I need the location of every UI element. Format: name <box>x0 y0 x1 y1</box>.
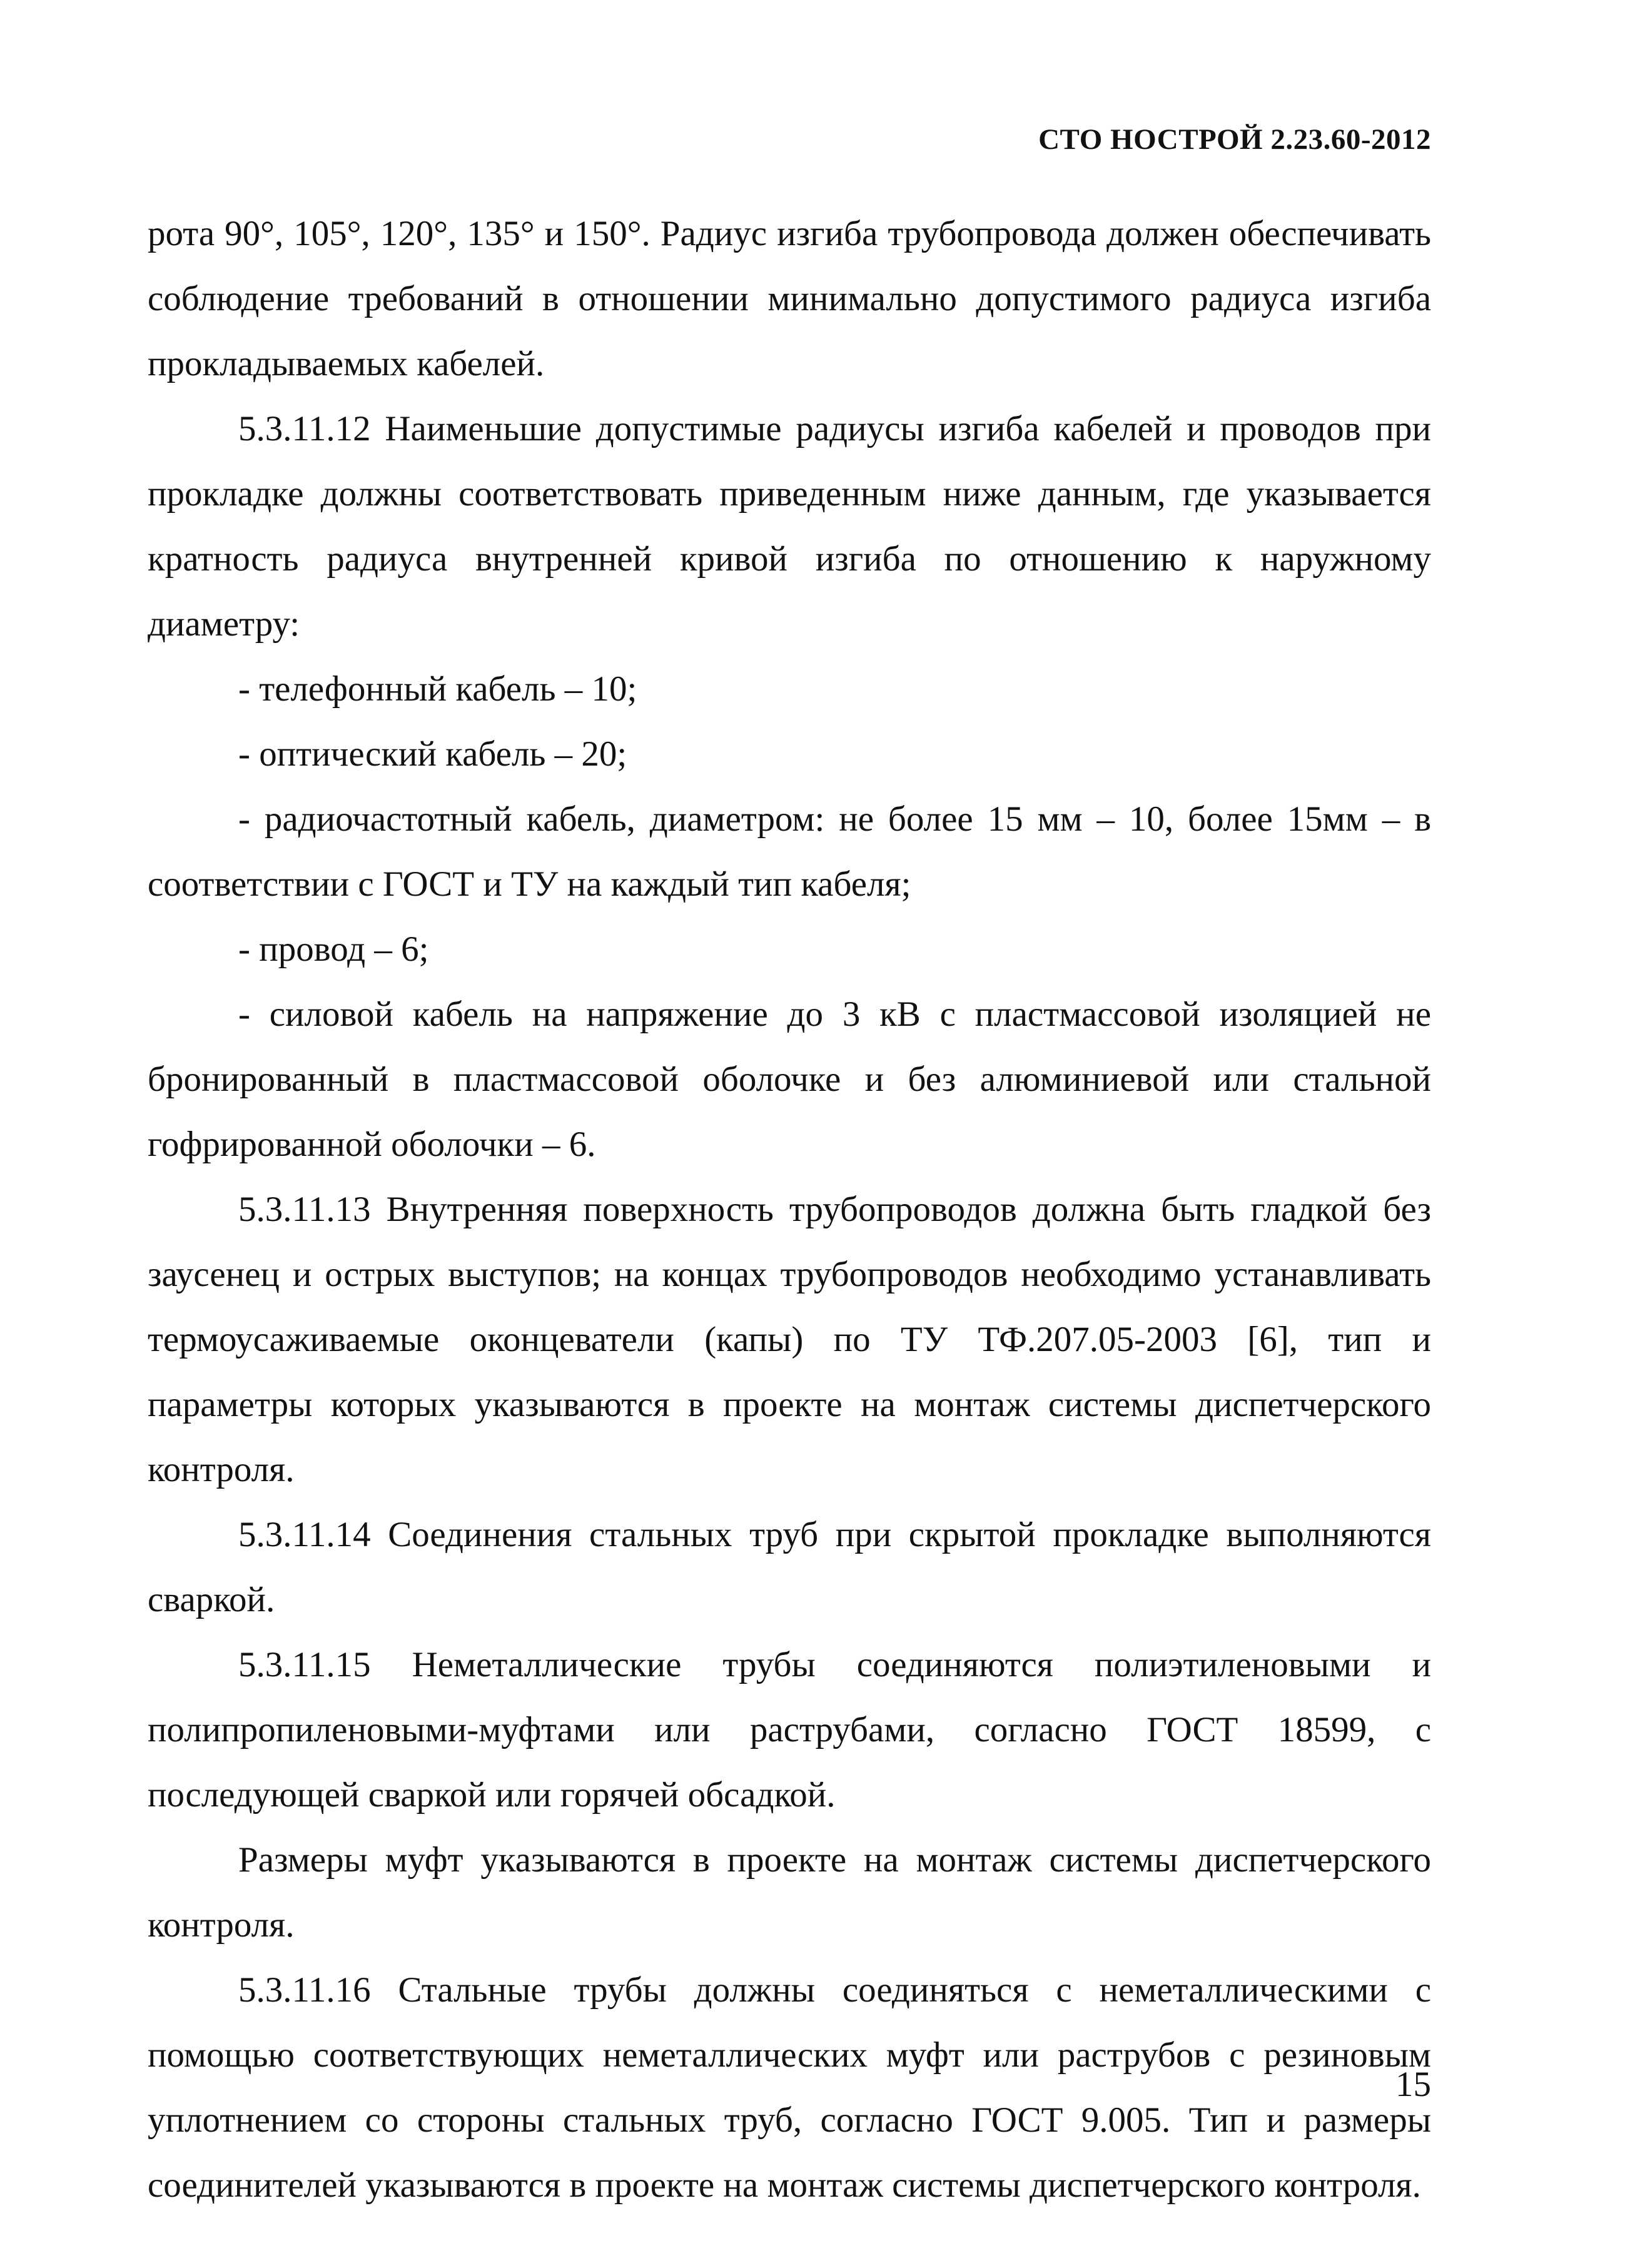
paragraph-5-3-11-15: 5.3.11.15 Неметаллические трубы соединяются полиэтиленовыми и полипропиленовыми-муфтами или раструбами, согласно ГОСТ 18599, с последующей сваркой или горячей обсадкой. <box>148 1645 1431 1815</box>
list-item-wire: - провод – 6; <box>238 929 429 969</box>
paragraph-5-3-11-16: 5.3.11.16 Стальные трубы должны соединяться с неметаллическими с помощью соответствующих неметаллических муфт или раструбов с резиновым уплотнением со стороны стальных труб, согласно ГОСТ 9.005. Тип и размеры соединителей указываются в проекте на монтаж системы диспетчерского контроля. <box>148 1970 1431 2205</box>
paragraph-5-3-11-14: 5.3.11.14 Соединения стальных труб при скрытой прокладке выполняются сваркой. <box>148 1515 1431 1619</box>
paragraph-5-3-11-13: 5.3.11.13 Внутренняя поверхность трубопроводов должна быть гладкой без заусенец и острых выступов; на концах трубопроводов необходимо устанавливать термоусаживаемые оконцеватели (капы) по ТУ ТФ.207.05-2003 [6], тип и параметры которых указываются в проекте на монтаж системы диспетчерского контроля. <box>148 1190 1431 1489</box>
paragraph-coupling-sizes: Размеры муфт указываются в проекте на монтаж системы диспетчерского контроля. <box>148 1840 1431 1945</box>
page-number: 15 <box>1395 2065 1431 2104</box>
list-item-optical-cable: - оптический кабель – 20; <box>238 734 627 774</box>
paragraph-5-3-11-12: 5.3.11.12 Наименьшие допустимые радиусы изгиба кабелей и проводов при прокладке должны соответствовать приведенным ниже данным, где указывается кратность радиуса внутренней кривой изгиба по отношению к наружному диаметру: <box>148 409 1431 644</box>
list-item-rf-cable: - радиочастотный кабель, диаметром: не более 15 мм – 10, более 15мм – в соответствии с ГОСТ и ТУ на каждый тип кабеля; <box>148 799 1431 904</box>
list-item-power-cable: - силовой кабель на напряжение до 3 кВ с пластмассовой изоляцией не бронированный в пластмассовой оболочке и без алюминиевой или стальной гофрированной оболочки – 6. <box>148 995 1431 1164</box>
document-header: СТО НОСТРОЙ 2.23.60-2012 <box>1038 123 1431 156</box>
list-item-telephone-cable: - телефонный кабель – 10; <box>238 669 637 709</box>
paragraph-continuation: рота 90°, 105°, 120°, 135° и 150°. Радиус изгиба трубопровода должен обеспечивать соблюдение требований в отношении минимально допустимого радиуса изгиба прокладываемых кабелей. <box>148 214 1431 383</box>
document-body <box>148 201 1431 2218</box>
